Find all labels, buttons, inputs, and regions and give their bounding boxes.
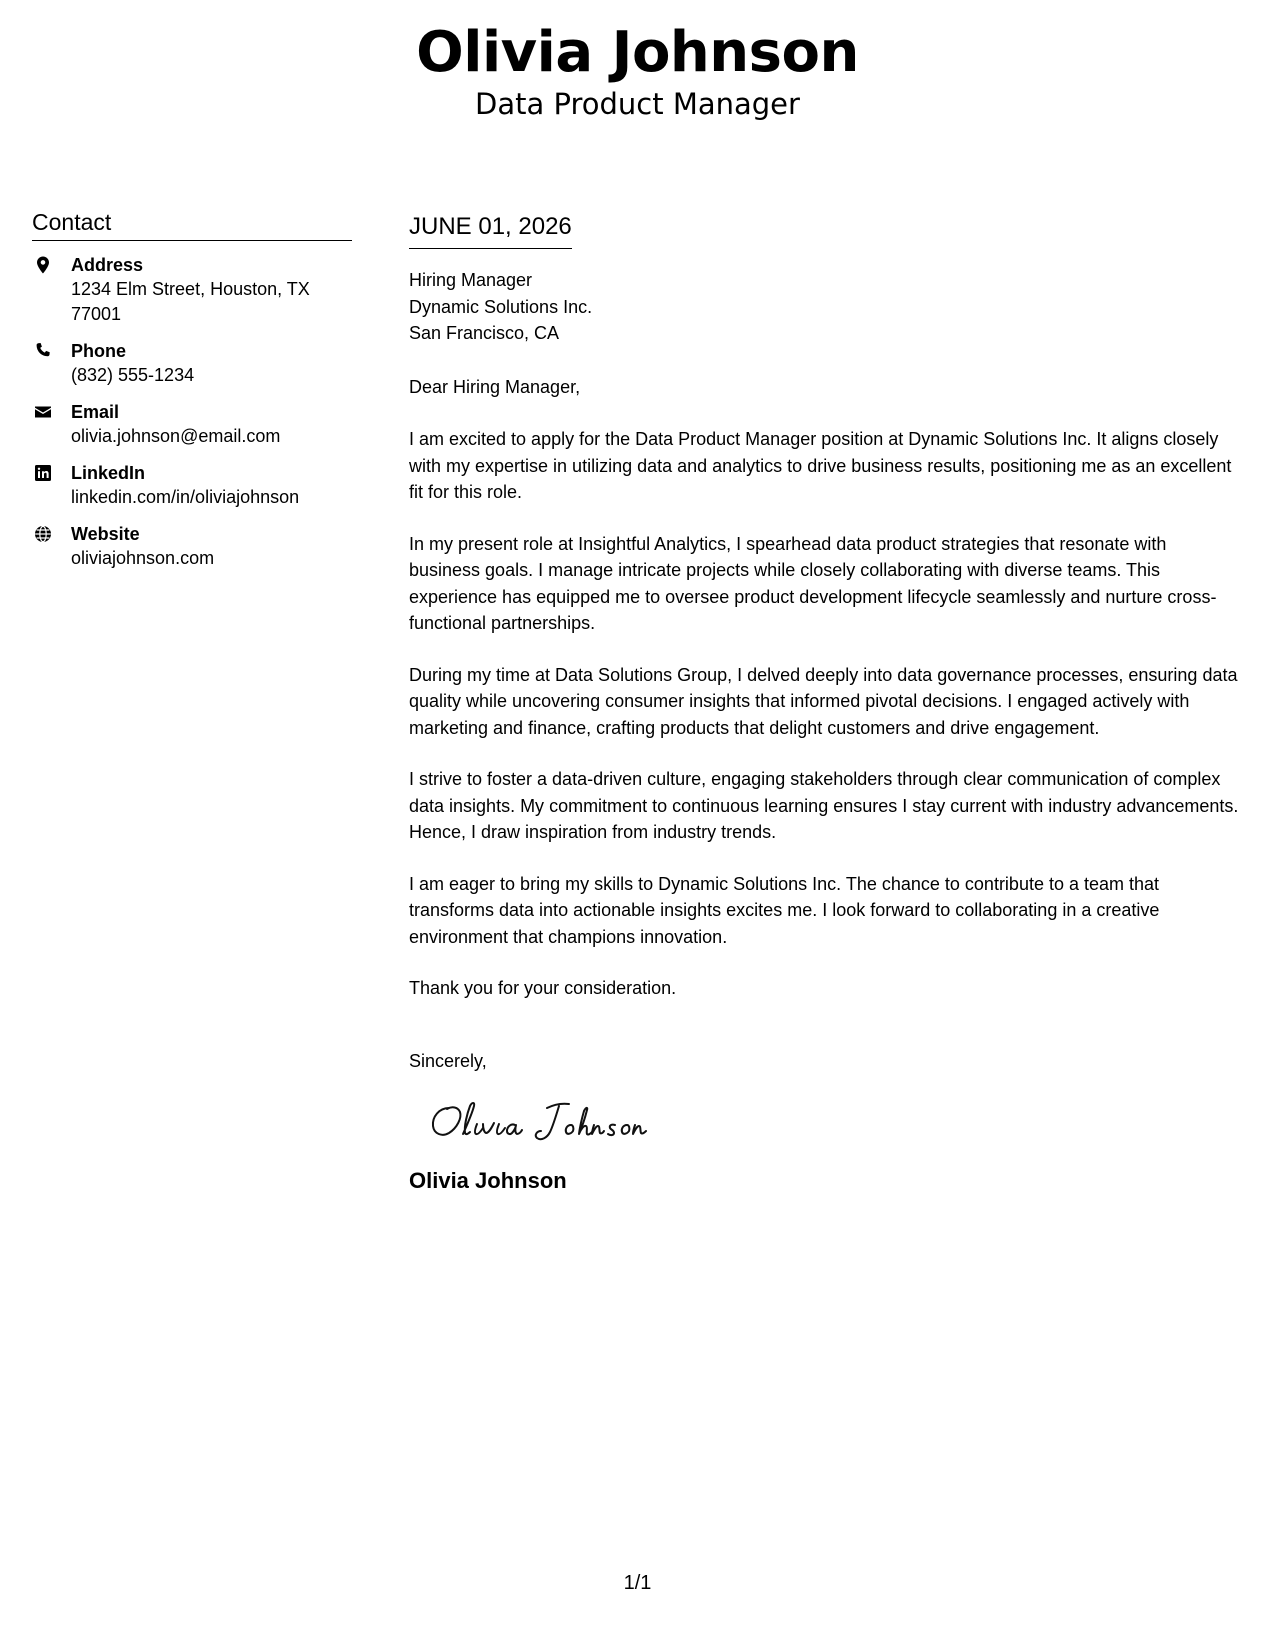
page-number: 1/1 (623, 1572, 652, 1594)
contact-label: Website (71, 524, 140, 544)
candidate-name: Olivia Johnson (416, 20, 859, 85)
body-paragraph: I am eager to bring my skills to Dynamic Solutions Inc. The chance to contribute to a team that transforms data into actionable insights excites me. I look forward to collaborating in a creative environment that champions innovation. (409, 873, 1160, 947)
contact-label: LinkedIn (71, 463, 146, 483)
contact-label: Address (71, 255, 144, 275)
body-paragraph: In my present role at Insightful Analytics, I spearhead data product strategies that resonate with business goals. I manage intricate projects while closely collaborating with diverse teams. This experience has equipped me to oversee product development lifecycle seamlessly and nurture cross-functional partnerships. (409, 533, 1217, 633)
body-paragraph: I am excited to apply for the Data Product Manager position at Dynamic Solutions Inc. It aligns closely with my expertise in utilizing data and analytics to drive business results, positioning me as an excellent fit for this role. (409, 429, 1232, 502)
linkedin-value[interactable]: linkedin.com/in/oliviajohnson (71, 487, 300, 507)
contact-label: Phone (71, 341, 127, 361)
linkedin-icon (33, 463, 53, 483)
contact-address (32, 253, 352, 327)
signature-image (419, 1084, 679, 1154)
recipient-line: Hiring Manager (409, 270, 533, 290)
contact-label: Email (71, 402, 120, 422)
envelope-icon (33, 402, 53, 422)
signer-name: Olivia Johnson (409, 1168, 567, 1193)
salutation: Dear Hiring Manager, (409, 376, 581, 397)
contact-website (32, 522, 352, 571)
email-value[interactable]: olivia.johnson@email.com (71, 426, 281, 446)
phone-icon (33, 341, 53, 361)
recipient-line: San Francisco, CA (409, 323, 560, 343)
header (0, 18, 1275, 122)
address-value: 1234 Elm Street, Houston, TX 77001 (71, 279, 310, 324)
recipient-block (409, 267, 1239, 347)
letter-body (409, 210, 1239, 1196)
thanks-line: Thank you for your consideration. (409, 978, 677, 998)
contact-phone (32, 339, 352, 388)
contact-linkedin (32, 461, 352, 510)
map-pin-icon (33, 255, 53, 275)
globe-icon (33, 524, 53, 544)
website-value[interactable]: oliviajohnson.com (71, 548, 215, 568)
letter-date: JUNE 01, 2026 (409, 210, 572, 249)
contact-sidebar (32, 206, 352, 583)
body-paragraph: During my time at Data Solutions Group, I delved deeply into data governance processes, ensuring data quality while uncovering consumer insights that informed pivotal decisions. I engaged actively with marketing and finance, crafting products that delight customers and drive engagement. (409, 664, 1238, 738)
job-title: Data Product Manager (475, 87, 800, 121)
phone-value: (832) 555-1234 (71, 365, 195, 385)
recipient-line: Dynamic Solutions Inc. (409, 296, 593, 317)
contact-email (32, 400, 352, 449)
body-paragraph: I strive to foster a data-driven culture, engaging stakeholders through clear communication of complex data insights. My commitment to continuous learning ensures I stay current with industry advancements. Hence, I draw inspiration from industry trends. (409, 769, 1239, 842)
contact-heading: Contact (32, 206, 352, 241)
closing: Sincerely, (409, 1050, 487, 1071)
